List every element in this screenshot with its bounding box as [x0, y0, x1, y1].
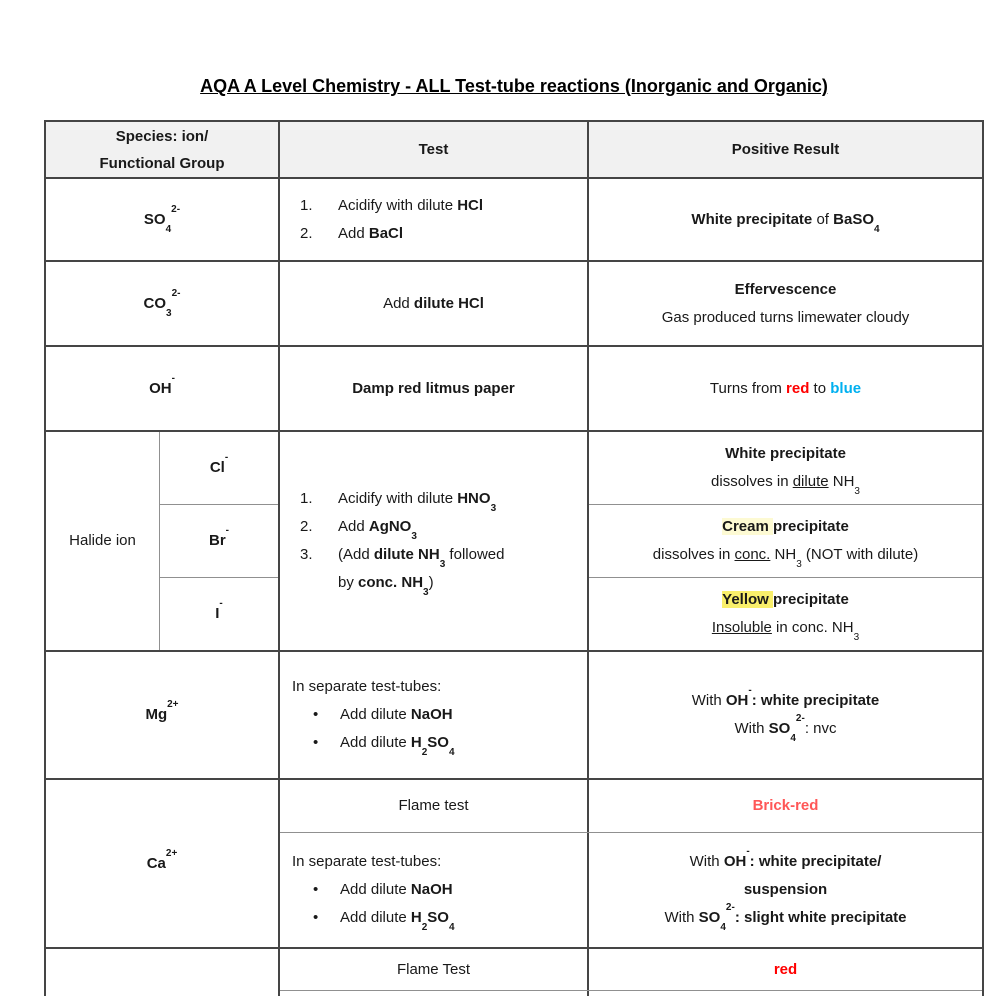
bullet-item [292, 904, 579, 932]
result-line: With $SO_4^{2-}$: nvc [734, 713, 837, 744]
group-label: Halide ion [69, 532, 136, 549]
row-next-partial [46, 949, 982, 996]
species-formula: $Ca^{2+}$ [146, 847, 178, 872]
result-line: red [773, 960, 798, 978]
species-halide-ions [160, 432, 280, 650]
test-text: Flame test [398, 797, 469, 814]
bullet-marker: • [313, 881, 319, 898]
result-next-partial [589, 991, 982, 996]
result-halide [589, 432, 982, 650]
species-formula: Br- [208, 525, 229, 549]
row-magnesium [46, 652, 982, 780]
species-iodide [160, 577, 278, 650]
species-formula: $SO_4^{2-}$ [143, 203, 181, 235]
list-text: (Add dilute $NH_3$ followed [338, 546, 505, 570]
result-iodide [589, 577, 982, 650]
row-halide [46, 432, 982, 652]
species-bromide [160, 504, 278, 577]
row-hydroxide [46, 347, 982, 432]
test-sulfate [280, 179, 589, 260]
bullet-marker: • [313, 706, 319, 723]
result-hydroxide [589, 347, 982, 430]
bullet-marker: • [313, 734, 319, 751]
test-calcium-solutions [280, 833, 589, 947]
result-line: Cream precipitate [722, 518, 849, 535]
bullet-text: Add dilute $H_2SO_4$ [340, 734, 455, 758]
result-calcium-flame [589, 780, 982, 832]
header-test-cell [280, 122, 589, 177]
bullet-text: Add dilute NaOH [340, 706, 453, 723]
species-sulfate [46, 179, 280, 260]
species-formula: $Mg^{2+}$ [145, 699, 179, 723]
header-species-line1: Species: ion/ [115, 127, 209, 145]
list-text: by conc. $NH_3$) [338, 574, 434, 598]
list-item [300, 192, 579, 220]
test-halide [280, 432, 589, 650]
calcium-solutions-subrow [280, 833, 982, 947]
list-item [300, 541, 579, 569]
header-species-line2: Functional Group [99, 154, 225, 172]
test-next-flame [280, 949, 589, 990]
page-title: AQA A Level Chemistry - ALL Test-tube reactions (Inorganic and Organic) [200, 76, 828, 96]
list-text: Add AgNO$_3$ [338, 518, 417, 542]
result-next-flame [589, 949, 982, 990]
result-magnesium [589, 652, 982, 778]
species-formula: Cl- [209, 452, 229, 476]
bullet-item [292, 701, 579, 729]
species-next [46, 949, 280, 996]
list-marker: 2. [300, 518, 313, 535]
next-flame-subrow [280, 949, 982, 991]
test-hydroxide [280, 347, 589, 430]
bullet-item [292, 876, 579, 904]
list-marker: 1. [300, 490, 313, 507]
result-line: Brick-red [752, 797, 819, 814]
result-calcium-solutions [589, 833, 982, 947]
result-line: White precipitate [725, 445, 846, 462]
reactions-table [44, 120, 984, 996]
test-next-partial [280, 991, 589, 996]
list-marker: 3. [300, 546, 313, 563]
list-item [300, 485, 579, 513]
next-subrows [280, 949, 982, 996]
list-item [300, 220, 579, 248]
result-line: dissolves in dilute $NH_3$ [711, 473, 860, 497]
result-carbonate [589, 262, 982, 345]
row-calcium [46, 780, 982, 949]
species-hydroxide [46, 347, 280, 430]
test-intro: In separate test-tubes: [292, 678, 442, 695]
row-carbonate [46, 262, 982, 347]
result-sulfate [589, 179, 982, 260]
result-line: With OH-: white precipitate [691, 685, 880, 709]
header-species-cell [46, 122, 280, 177]
bullet-item [292, 729, 579, 757]
list-text: Add BaCl [338, 224, 404, 242]
result-line: suspension [743, 881, 828, 898]
list-marker [300, 569, 338, 597]
result-line: With OH-: white precipitate/ [689, 846, 882, 870]
list-text: Acidify with dilute HCl [338, 196, 484, 214]
species-formula: OH- [149, 372, 175, 397]
list-text: Acidify with dilute $HNO_3$ [338, 490, 497, 514]
test-text: Add dilute HCl [383, 294, 484, 312]
list-item [300, 513, 579, 541]
bullet-marker: • [313, 909, 319, 926]
list-item [300, 569, 579, 597]
species-magnesium [46, 652, 280, 778]
bullet-text: Add dilute $H_2SO_4$ [340, 909, 455, 933]
header-test-label: Test [418, 141, 449, 158]
result-bromide [589, 504, 982, 577]
test-carbonate [280, 262, 589, 345]
result-line: Effervescence [734, 280, 837, 298]
species-carbonate [46, 262, 280, 345]
result-chloride [589, 432, 982, 504]
result-line: Gas produced turns limewater cloudy [661, 308, 910, 326]
result-line: Yellow precipitate [722, 591, 849, 608]
species-formula: $CO_3^{2-}$ [143, 287, 181, 319]
list-marker: 2. [300, 224, 313, 242]
bullet-text: Add dilute NaOH [340, 881, 453, 898]
header-result-cell [589, 122, 982, 177]
calcium-subrows [280, 780, 982, 947]
result-line: Turns from red to blue [709, 379, 862, 397]
test-text: Damp red litmus paper [352, 379, 515, 397]
species-chloride [160, 432, 278, 504]
next-partial-subrow [280, 991, 982, 996]
header-result-label: Positive Result [731, 141, 840, 158]
list-marker: 1. [300, 196, 313, 214]
table-header-row [46, 122, 982, 179]
calcium-flame-subrow [280, 780, 982, 833]
test-magnesium [280, 652, 589, 778]
test-calcium-flame [280, 780, 589, 832]
result-line: White precipitate of BaSO$_4$ [691, 210, 880, 235]
row-sulfate [46, 179, 982, 262]
species-calcium [46, 780, 280, 947]
species-formula: I- [215, 598, 223, 622]
test-text: Flame Test [396, 960, 471, 978]
result-line: Insoluble in conc. $NH_3$ [711, 619, 860, 643]
result-line: With $SO_4^{2-}$: slight white precipitate [664, 902, 907, 933]
result-line: dissolves in conc. $NH_3$ (NOT with dilute) [652, 546, 919, 570]
test-intro: In separate test-tubes: [292, 853, 442, 870]
species-halide-group [46, 432, 160, 650]
